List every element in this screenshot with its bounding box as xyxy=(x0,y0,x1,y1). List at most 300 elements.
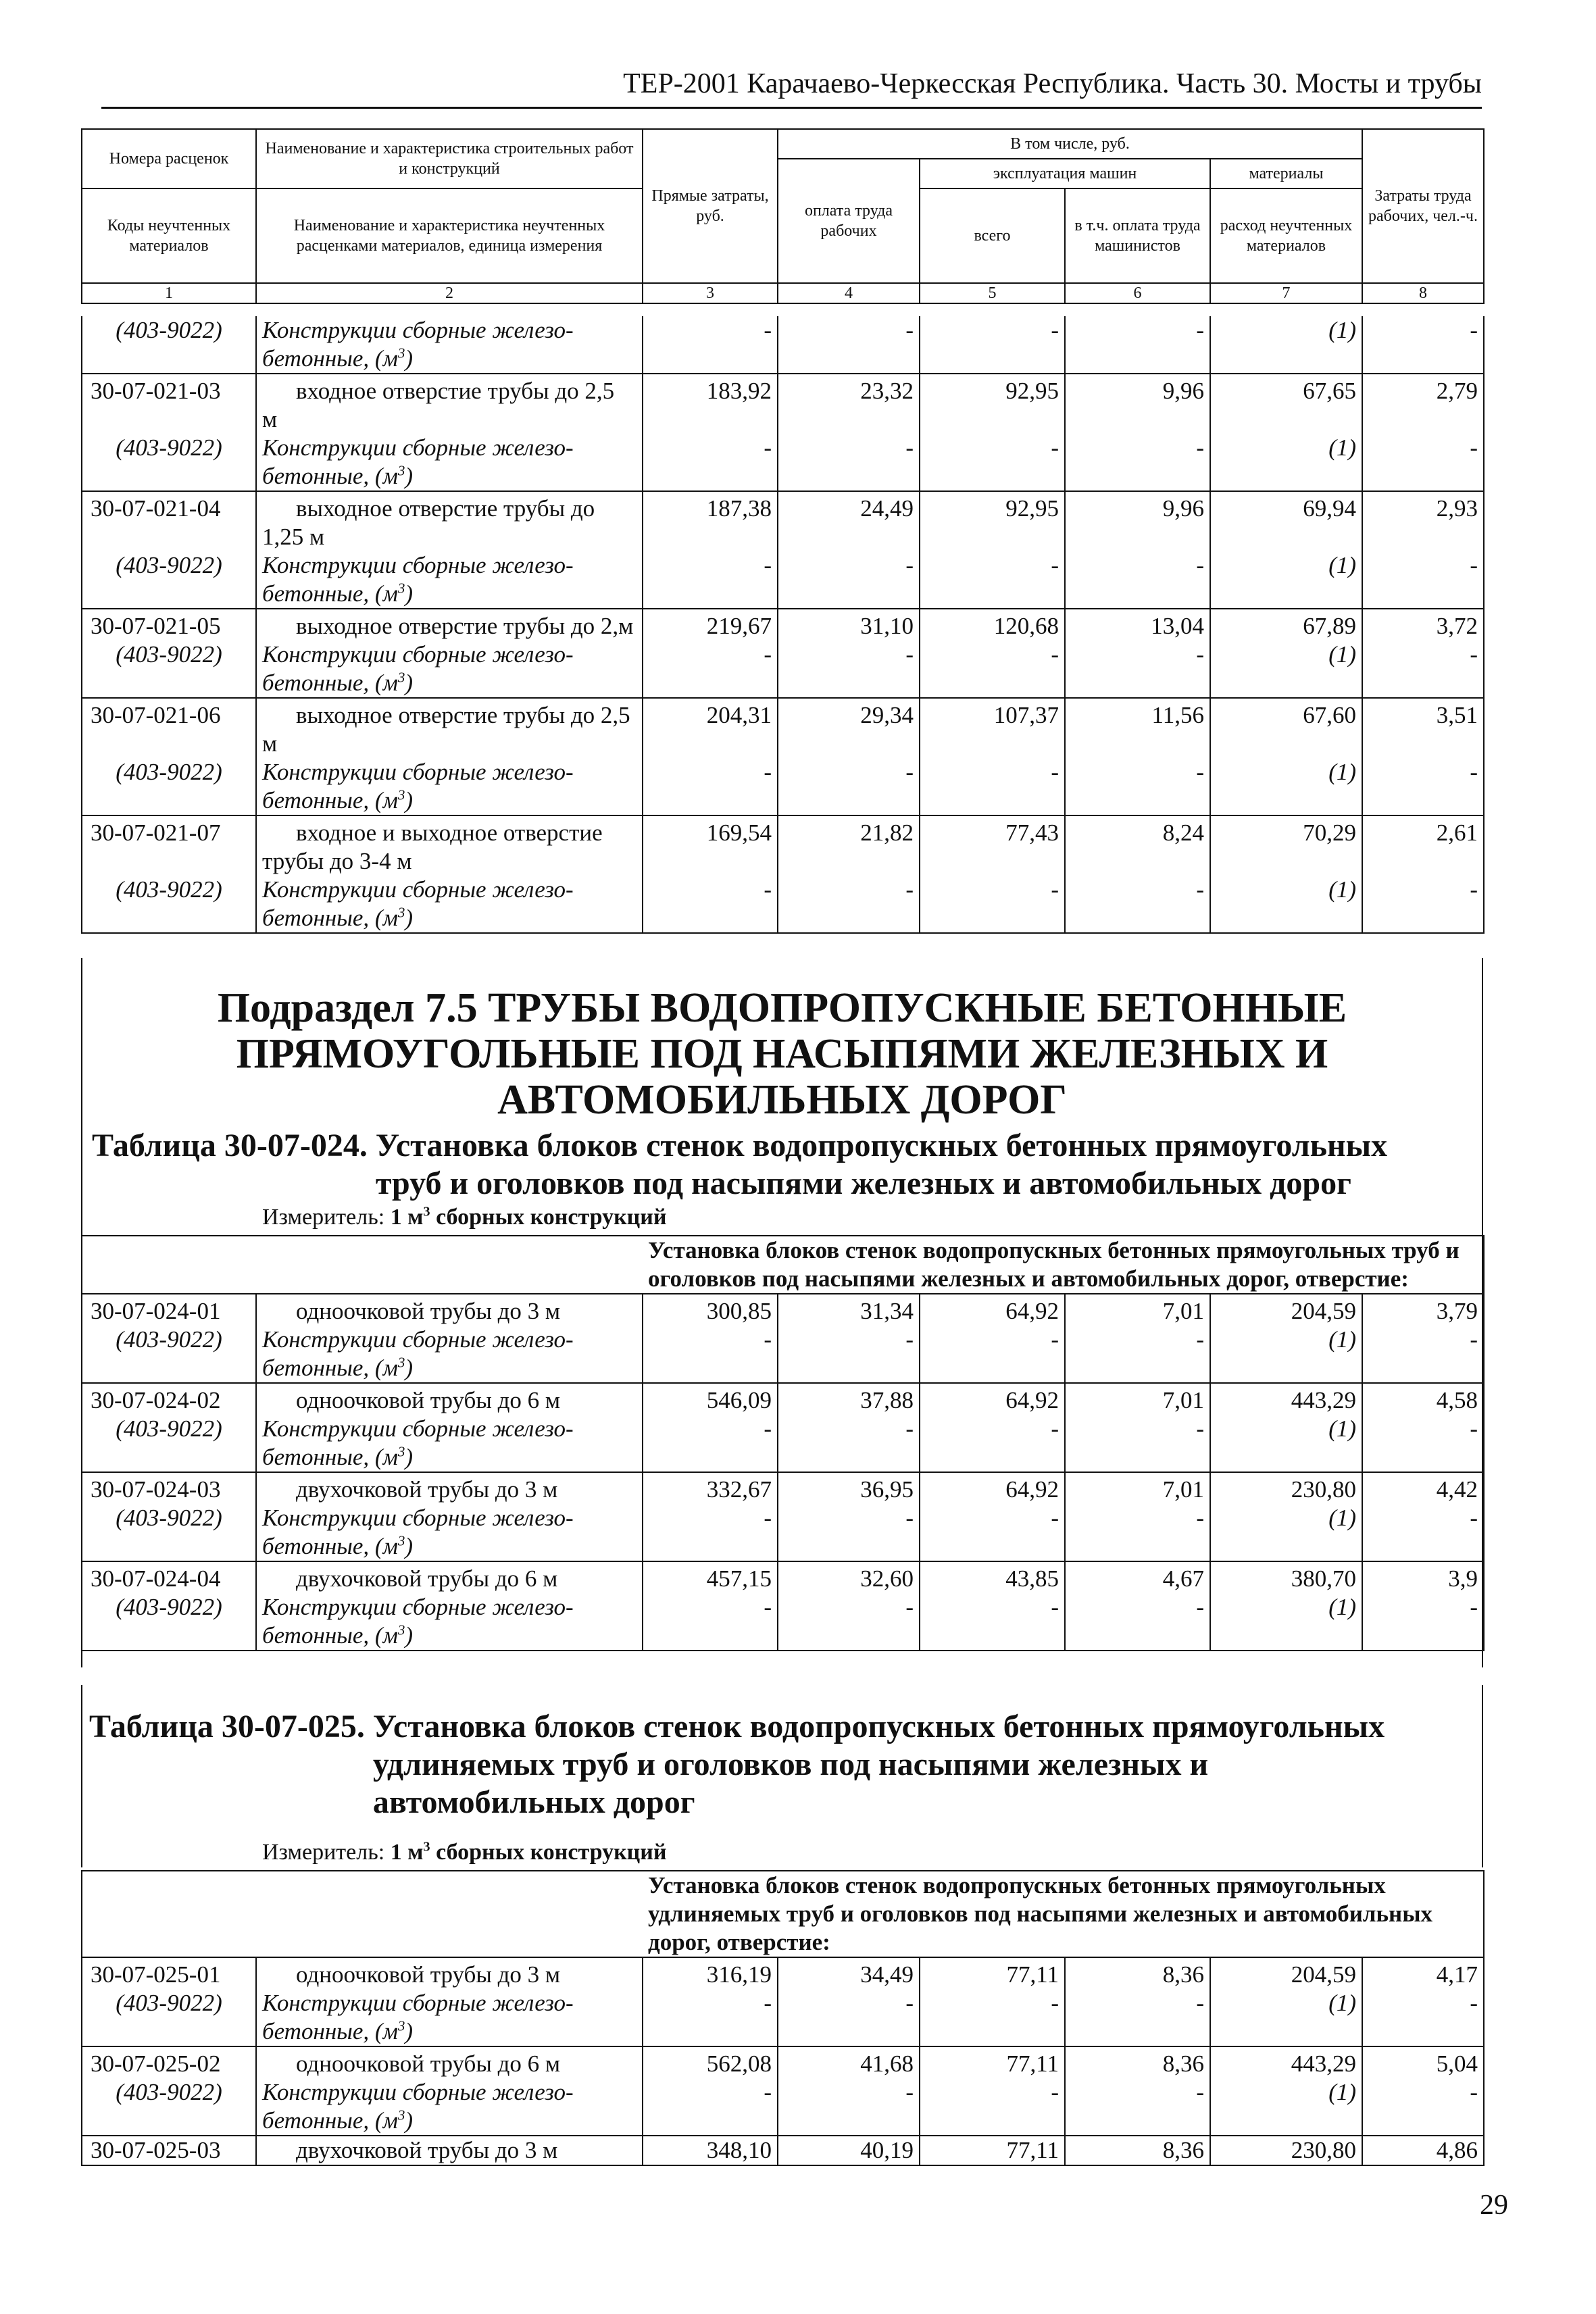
material-name-line1: Конструкции сборные железо- xyxy=(262,552,574,578)
material-name-end: ) xyxy=(405,2107,414,2134)
rate-row xyxy=(82,815,1484,876)
rate-row xyxy=(82,1383,1484,1415)
dash-value: - xyxy=(920,434,1065,491)
direct-costs-value: 183,92 xyxy=(643,374,778,434)
direct-costs-value: 219,67 xyxy=(643,609,778,640)
group-caption-024: Установка блоков стенок водопропускных бетонных прямоугольных труб и оголовков под насыпями железных и автомобильных дорог, отверстие: xyxy=(643,1236,1484,1294)
direct-costs-value: 169,54 xyxy=(643,815,778,876)
labor-hours-value: 4,42 xyxy=(1362,1472,1484,1504)
header-work-name: Наименование и характеристика строительных работ и конструкций xyxy=(256,129,643,188)
labor-hours-value: 3,9 xyxy=(1362,1561,1484,1593)
material-quantity: (1) xyxy=(1210,1593,1362,1651)
material-name xyxy=(256,758,643,815)
work-name: двухочковой трубы до 3 м xyxy=(256,2136,643,2165)
column-number: 2 xyxy=(256,283,643,303)
rate-code: 30-07-024-04 xyxy=(82,1561,256,1593)
work-name: входное и выходное отверстие трубы до 3-4 м xyxy=(256,815,643,876)
material-code: (403-9022) xyxy=(82,434,256,491)
material-code: (403-9022) xyxy=(82,876,256,933)
column-header-table xyxy=(81,128,1485,304)
dash-value: - xyxy=(1362,1415,1484,1472)
material-name-end: ) xyxy=(405,2018,414,2044)
material-name xyxy=(256,551,643,609)
header-rule xyxy=(101,107,1482,109)
column-number: 3 xyxy=(643,283,778,303)
material-unit-sup: 3 xyxy=(397,2107,405,2123)
direct-costs-value: 316,19 xyxy=(643,1957,778,1989)
material-name-end: ) xyxy=(405,1355,414,1381)
wages-value: 31,34 xyxy=(778,1294,920,1326)
meter-sup: 3 xyxy=(423,1839,430,1855)
material-name-end: ) xyxy=(405,1444,414,1470)
meter-value: 1 м xyxy=(390,1205,424,1230)
dash-value: - xyxy=(643,1989,778,2046)
material-name-line2: бетонные, (м xyxy=(262,463,398,489)
material-name-line1: Конструкции сборные железо- xyxy=(262,1594,574,1620)
rate-code: 30-07-025-02 xyxy=(82,2046,256,2078)
machines-total-value: 107,37 xyxy=(920,698,1065,758)
dash-value: - xyxy=(643,551,778,609)
table-title-024 xyxy=(92,1127,1477,1203)
machinist-wages-value: 4,67 xyxy=(1065,1561,1210,1593)
rate-code: 30-07-021-07 xyxy=(82,815,256,876)
dash-value: - xyxy=(643,2078,778,2136)
dash-value: - xyxy=(643,434,778,491)
material-name xyxy=(256,2078,643,2136)
wages-value: 37,88 xyxy=(778,1383,920,1415)
machines-total-value: 92,95 xyxy=(920,374,1065,434)
material-consumption-value: 69,94 xyxy=(1210,491,1362,551)
work-name: выходное отверстие трубы до 2,м xyxy=(256,609,643,640)
rate-code: 30-07-021-04 xyxy=(82,491,256,551)
material-name-end: ) xyxy=(405,345,414,372)
direct-costs-value: 300,85 xyxy=(643,1294,778,1326)
table-title-025 xyxy=(89,1708,1474,1821)
dash-value: - xyxy=(1362,434,1484,491)
header-material-codes: Коды неучтенных материалов xyxy=(82,188,256,283)
wages-value: 41,68 xyxy=(778,2046,920,2078)
running-header: ТЕР-2001 Карачаево-Черкесская Республика. Часть 30. Мосты и трубы xyxy=(623,68,1482,99)
column-number: 7 xyxy=(1210,283,1362,303)
rates-table-025 xyxy=(81,1870,1485,2166)
dash-value: - xyxy=(778,316,920,374)
table-label-025: Таблица 30-07-025. xyxy=(89,1709,365,1744)
header-machines-total: всего xyxy=(920,188,1065,283)
rate-row xyxy=(82,609,1484,640)
rate-row xyxy=(82,2136,1484,2165)
machines-total-value: 77,11 xyxy=(920,2046,1065,2078)
dash-value: - xyxy=(1362,876,1484,933)
material-name-end: ) xyxy=(405,1533,414,1559)
labor-hours-value: 2,61 xyxy=(1362,815,1484,876)
dash-value: - xyxy=(1362,640,1484,698)
material-name-line2: бетонные, (м xyxy=(262,905,398,931)
direct-costs-value: 204,31 xyxy=(643,698,778,758)
material-consumption-value: 230,80 xyxy=(1210,2136,1362,2165)
dash-value: - xyxy=(1362,1326,1484,1383)
column-number-row xyxy=(82,283,1484,303)
machinist-wages-value: 9,96 xyxy=(1065,374,1210,434)
header-rate-number: Номера расценок xyxy=(82,129,256,188)
material-consumption-value: 443,29 xyxy=(1210,2046,1362,2078)
dash-value: - xyxy=(920,758,1065,815)
dash-value: - xyxy=(920,316,1065,374)
material-code: (403-9022) xyxy=(82,1593,256,1651)
labor-hours-value: 3,72 xyxy=(1362,609,1484,640)
dash-value: - xyxy=(920,640,1065,698)
header-direct-costs: Прямые затраты, руб. xyxy=(643,129,778,283)
dash-value: - xyxy=(1362,1504,1484,1561)
material-name-end: ) xyxy=(405,463,414,489)
dash-value: - xyxy=(1065,2078,1210,2136)
material-code: (403-9022) xyxy=(82,2078,256,2136)
material-name-line2: бетонные, (м xyxy=(262,1533,398,1559)
material-name-line2: бетонные, (м xyxy=(262,1444,398,1470)
material-name-line2: бетонные, (м xyxy=(262,1355,398,1381)
machines-total-value: 77,11 xyxy=(920,1957,1065,1989)
dash-value: - xyxy=(643,876,778,933)
dash-value: - xyxy=(1065,1989,1210,2046)
work-name: двухочковой трубы до 6 м xyxy=(256,1561,643,1593)
material-code: (403-9022) xyxy=(82,1989,256,2046)
unaccounted-material-row xyxy=(82,1593,1484,1651)
unaccounted-material-row xyxy=(82,434,1484,491)
dash-value: - xyxy=(643,1326,778,1383)
material-quantity: (1) xyxy=(1210,434,1362,491)
machines-total-value: 64,92 xyxy=(920,1294,1065,1326)
material-quantity: (1) xyxy=(1210,1504,1362,1561)
rate-row xyxy=(82,1561,1484,1593)
material-name-end: ) xyxy=(405,670,414,696)
unaccounted-material-row xyxy=(82,1326,1484,1383)
machinist-wages-value: 7,01 xyxy=(1065,1472,1210,1504)
rate-code: 30-07-025-03 xyxy=(82,2136,256,2165)
dash-value: - xyxy=(1065,316,1210,374)
dash-value: - xyxy=(778,551,920,609)
rate-code: 30-07-021-03 xyxy=(82,374,256,434)
material-quantity: (1) xyxy=(1210,1989,1362,2046)
unaccounted-material-row xyxy=(82,1415,1484,1472)
meter-024 xyxy=(262,1204,666,1231)
material-unit-sup: 3 xyxy=(397,1532,405,1549)
dash-value: - xyxy=(1362,551,1484,609)
machinist-wages-value: 7,01 xyxy=(1065,1383,1210,1415)
labor-hours-value: 3,79 xyxy=(1362,1294,1484,1326)
dash-value: - xyxy=(1362,1593,1484,1651)
dash-value: - xyxy=(1362,1989,1484,2046)
machinist-wages-value: 11,56 xyxy=(1065,698,1210,758)
material-name-line2: бетонные, (м xyxy=(262,787,398,813)
material-code: (403-9022) xyxy=(82,1504,256,1561)
unaccounted-material-row xyxy=(82,640,1484,698)
material-name xyxy=(256,1989,643,2046)
column-number: 8 xyxy=(1362,283,1484,303)
meter-label: Измеритель: xyxy=(262,1205,385,1230)
dash-value: - xyxy=(920,1989,1065,2046)
column-number: 1 xyxy=(82,283,256,303)
material-unit-sup: 3 xyxy=(397,462,405,479)
dash-value: - xyxy=(778,640,920,698)
material-unit-sup: 3 xyxy=(397,904,405,921)
labor-hours-value: 4,17 xyxy=(1362,1957,1484,1989)
wages-value: 36,95 xyxy=(778,1472,920,1504)
material-name-line1: Конструкции сборные железо- xyxy=(262,317,574,343)
column-number: 4 xyxy=(778,283,920,303)
dash-value: - xyxy=(643,640,778,698)
material-code: (403-9022) xyxy=(82,1326,256,1383)
column-number: 5 xyxy=(920,283,1065,303)
rate-row xyxy=(82,1957,1484,1989)
material-quantity: (1) xyxy=(1210,316,1362,374)
machinist-wages-value: 8,36 xyxy=(1065,1957,1210,1989)
machines-total-value: 77,11 xyxy=(920,2136,1065,2165)
material-unit-sup: 3 xyxy=(397,1443,405,1460)
unaccounted-material-row xyxy=(82,1504,1484,1561)
material-name-line2: бетонные, (м xyxy=(262,1622,398,1649)
material-consumption-value: 380,70 xyxy=(1210,1561,1362,1593)
material-name xyxy=(256,1504,643,1561)
dash-value: - xyxy=(1065,551,1210,609)
column-number: 6 xyxy=(1065,283,1210,303)
material-name-line2: бетонные, (м xyxy=(262,345,398,372)
dash-value: - xyxy=(778,1415,920,1472)
wages-value: 40,19 xyxy=(778,2136,920,2165)
material-name-end: ) xyxy=(405,1622,414,1649)
dash-value: - xyxy=(1065,434,1210,491)
dash-value: - xyxy=(778,1989,920,2046)
group-caption-025: Установка блоков стенок водопропускных бетонных прямоугольных удлиняемых труб и оголовков под насыпями железных и автомобильных дорог, отверстие: xyxy=(643,1871,1484,1957)
section-title: Подраздел 7.5 ТРУБЫ ВОДОПРОПУСКНЫЕ БЕТОННЫЕ ПРЯМОУГОЛЬНЫЕ ПОД НАСЫПЯМИ ЖЕЛЕЗНЫХ И АВТОМОБИЛЬНЫХ ДОРОГ xyxy=(217,985,1347,1123)
material-name-line1: Конструкции сборные железо- xyxy=(262,1505,574,1531)
material-name-end: ) xyxy=(405,787,414,813)
material-name-end: ) xyxy=(405,905,414,931)
material-name xyxy=(256,316,643,374)
header-machine-operation: эксплуатация машин xyxy=(920,159,1210,188)
work-name: одноочковой трубы до 3 м xyxy=(256,1294,643,1326)
meter-rest: сборных конструкций xyxy=(430,1840,667,1865)
rates-table-021 xyxy=(81,316,1485,934)
unaccounted-material-row xyxy=(82,758,1484,815)
material-name-line1: Конструкции сборные железо- xyxy=(262,434,574,461)
material-code: (403-9022) xyxy=(82,551,256,609)
unaccounted-material-row xyxy=(82,316,1484,374)
machinist-wages-value: 8,24 xyxy=(1065,815,1210,876)
dash-value: - xyxy=(920,1326,1065,1383)
material-name xyxy=(256,1415,643,1472)
dash-value: - xyxy=(1362,758,1484,815)
material-code: (403-9022) xyxy=(82,1415,256,1472)
table-label-024: Таблица 30-07-024. xyxy=(92,1128,368,1163)
material-name-end: ) xyxy=(405,580,414,607)
machinist-wages-value: 7,01 xyxy=(1065,1294,1210,1326)
material-name xyxy=(256,434,643,491)
dash-value: - xyxy=(920,1415,1065,1472)
work-name: одноочковой трубы до 3 м xyxy=(256,1957,643,1989)
dash-value: - xyxy=(920,551,1065,609)
material-quantity: (1) xyxy=(1210,551,1362,609)
meter-025 xyxy=(262,1839,666,1866)
material-consumption-value: 70,29 xyxy=(1210,815,1362,876)
material-consumption-value: 67,60 xyxy=(1210,698,1362,758)
unaccounted-material-row xyxy=(82,2078,1484,2136)
material-name-line1: Конструкции сборные железо- xyxy=(262,1326,574,1353)
material-unit-sup: 3 xyxy=(397,1621,405,1638)
material-name-line2: бетонные, (м xyxy=(262,580,398,607)
dash-value: - xyxy=(920,1504,1065,1561)
direct-costs-value: 332,67 xyxy=(643,1472,778,1504)
material-consumption-value: 67,65 xyxy=(1210,374,1362,434)
labor-hours-value: 4,58 xyxy=(1362,1383,1484,1415)
material-quantity: (1) xyxy=(1210,2078,1362,2136)
machines-total-value: 64,92 xyxy=(920,1472,1065,1504)
material-name-line1: Конструкции сборные железо- xyxy=(262,2079,574,2105)
rate-row xyxy=(82,698,1484,758)
header-material-names: Наименование и характеристика неучтенных расценками материалов, единица измерения xyxy=(256,188,643,283)
machinist-wages-value: 9,96 xyxy=(1065,491,1210,551)
wages-value: 34,49 xyxy=(778,1957,920,1989)
work-name: одноочковой трубы до 6 м xyxy=(256,1383,643,1415)
unaccounted-material-row xyxy=(82,876,1484,933)
material-name-line1: Конструкции сборные железо- xyxy=(262,1415,574,1442)
rate-code: 30-07-024-01 xyxy=(82,1294,256,1326)
material-unit-sup: 3 xyxy=(397,2017,405,2034)
wages-value: 32,60 xyxy=(778,1561,920,1593)
dash-value: - xyxy=(778,1326,920,1383)
header-machinist-wages: в т.ч. оплата труда машинистов xyxy=(1065,188,1210,283)
machines-total-value: 43,85 xyxy=(920,1561,1065,1593)
dash-value: - xyxy=(920,2078,1065,2136)
meter-label: Измеритель: xyxy=(262,1840,385,1865)
wages-value: 24,49 xyxy=(778,491,920,551)
rate-row xyxy=(82,1472,1484,1504)
material-unit-sup: 3 xyxy=(397,345,405,361)
rate-code: 30-07-021-05 xyxy=(82,609,256,640)
rate-row xyxy=(82,374,1484,434)
rate-code: 30-07-024-02 xyxy=(82,1383,256,1415)
dash-value: - xyxy=(643,1593,778,1651)
work-name: выходное отверстие трубы до 2,5 м xyxy=(256,698,643,758)
labor-hours-value: 5,04 xyxy=(1362,2046,1484,2078)
direct-costs-value: 562,08 xyxy=(643,2046,778,2078)
direct-costs-value: 348,10 xyxy=(643,2136,778,2165)
direct-costs-value: 187,38 xyxy=(643,491,778,551)
material-name-line1: Конструкции сборные железо- xyxy=(262,641,574,668)
rate-row xyxy=(82,1294,1484,1326)
work-name: входное отверстие трубы до 2,5 м xyxy=(256,374,643,434)
dash-value: - xyxy=(643,1504,778,1561)
wages-value: 31,10 xyxy=(778,609,920,640)
dash-value: - xyxy=(1362,2078,1484,2136)
dash-value: - xyxy=(778,876,920,933)
machinist-wages-value: 8,36 xyxy=(1065,2046,1210,2078)
unaccounted-material-row xyxy=(82,551,1484,609)
machines-total-value: 120,68 xyxy=(920,609,1065,640)
page-number: 29 xyxy=(1480,2190,1508,2221)
dash-value: - xyxy=(1065,1504,1210,1561)
rate-code: 30-07-025-01 xyxy=(82,1957,256,1989)
material-name-line1: Конструкции сборные железо- xyxy=(262,759,574,785)
work-name: одноочковой трубы до 6 м xyxy=(256,2046,643,2078)
material-name xyxy=(256,640,643,698)
meter-rest: сборных конструкций xyxy=(430,1205,667,1230)
material-unit-sup: 3 xyxy=(397,580,405,597)
wages-value: 29,34 xyxy=(778,698,920,758)
machinist-wages-value: 8,36 xyxy=(1065,2136,1210,2165)
material-code: (403-9022) xyxy=(82,758,256,815)
labor-hours-value: 2,79 xyxy=(1362,374,1484,434)
machinist-wages-value: 13,04 xyxy=(1065,609,1210,640)
material-unit-sup: 3 xyxy=(397,669,405,686)
dash-value: - xyxy=(643,1415,778,1472)
header-including: В том числе, руб. xyxy=(778,129,1362,159)
material-name-line2: бетонные, (м xyxy=(262,2018,398,2044)
dash-value: - xyxy=(778,1593,920,1651)
rate-row xyxy=(82,491,1484,551)
dash-value: - xyxy=(1065,640,1210,698)
unaccounted-material-row xyxy=(82,1989,1484,2046)
direct-costs-value: 457,15 xyxy=(643,1561,778,1593)
rate-code: 30-07-024-03 xyxy=(82,1472,256,1504)
dash-value: - xyxy=(1065,1415,1210,1472)
material-quantity: (1) xyxy=(1210,876,1362,933)
dash-value: - xyxy=(643,758,778,815)
material-name xyxy=(256,876,643,933)
material-quantity: (1) xyxy=(1210,1326,1362,1383)
dash-value: - xyxy=(778,2078,920,2136)
material-consumption-value: 67,89 xyxy=(1210,609,1362,640)
wages-value: 21,82 xyxy=(778,815,920,876)
labor-hours-value: 3,51 xyxy=(1362,698,1484,758)
material-name-line1: Конструкции сборные железо- xyxy=(262,876,574,903)
material-consumption-value: 204,59 xyxy=(1210,1294,1362,1326)
header-material-consumption: расход неучтенных материалов xyxy=(1210,188,1362,283)
work-name: двухочковой трубы до 3 м xyxy=(256,1472,643,1504)
dash-value: - xyxy=(778,1504,920,1561)
dash-value: - xyxy=(1065,1326,1210,1383)
header-wages: оплата труда рабочих xyxy=(778,159,920,283)
material-unit-sup: 3 xyxy=(397,786,405,803)
material-code: (403-9022) xyxy=(82,640,256,698)
dash-value: - xyxy=(920,1593,1065,1651)
material-name-line1: Конструкции сборные железо- xyxy=(262,1990,574,2016)
dash-value: - xyxy=(920,876,1065,933)
dash-value: - xyxy=(1065,876,1210,933)
material-quantity: (1) xyxy=(1210,758,1362,815)
material-name xyxy=(256,1593,643,1651)
direct-costs-value: 546,09 xyxy=(643,1383,778,1415)
wages-value: 23,32 xyxy=(778,374,920,434)
machines-total-value: 77,43 xyxy=(920,815,1065,876)
dash-value: - xyxy=(1065,758,1210,815)
header-labor-hours: Затраты труда рабочих, чел.-ч. xyxy=(1362,129,1484,283)
work-name: выходное отверстие трубы до 1,25 м xyxy=(256,491,643,551)
material-name-line2: бетонные, (м xyxy=(262,670,398,696)
machines-total-value: 64,92 xyxy=(920,1383,1065,1415)
material-quantity: (1) xyxy=(1210,1415,1362,1472)
meter-value: 1 м xyxy=(390,1840,424,1865)
material-code: (403-9022) xyxy=(82,316,256,374)
material-consumption-value: 204,59 xyxy=(1210,1957,1362,1989)
material-unit-sup: 3 xyxy=(397,1354,405,1371)
material-consumption-value: 443,29 xyxy=(1210,1383,1362,1415)
rates-table-024 xyxy=(81,1235,1485,1651)
material-consumption-value: 230,80 xyxy=(1210,1472,1362,1504)
labor-hours-value: 2,93 xyxy=(1362,491,1484,551)
dash-value: - xyxy=(1362,316,1484,374)
dash-value: - xyxy=(643,316,778,374)
header-materials: материалы xyxy=(1210,159,1362,188)
labor-hours-value: 4,86 xyxy=(1362,2136,1484,2165)
